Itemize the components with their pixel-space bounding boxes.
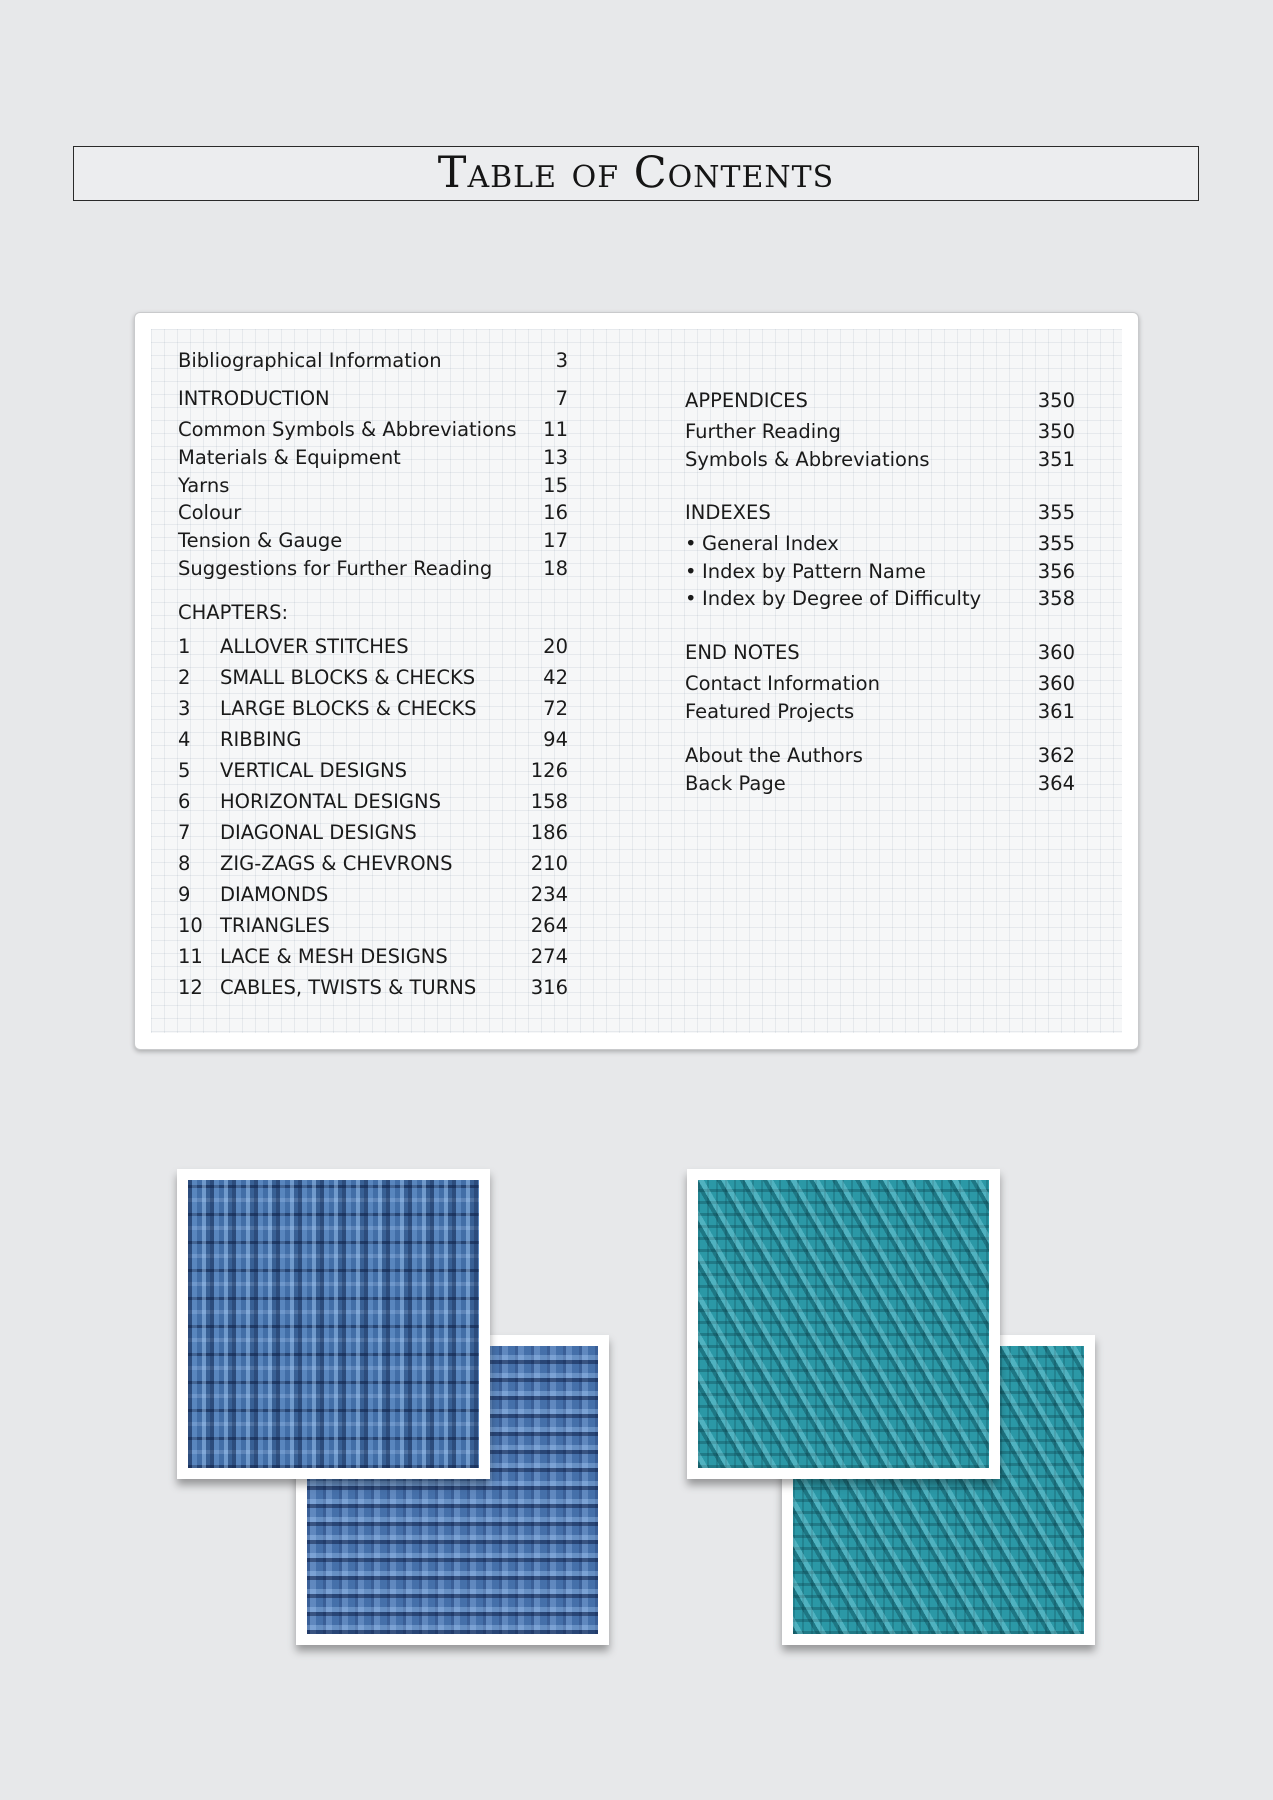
toc-entry-common-symbols[interactable]	[178, 417, 568, 443]
swatch-photo-teal-front	[687, 1169, 1000, 1479]
toc-entry-page: 351	[1037, 448, 1075, 471]
bullet-icon: •	[685, 560, 697, 583]
toc-entry-bibliographical[interactable]	[178, 348, 568, 374]
toc-entry-colour[interactable]	[178, 500, 568, 526]
chapter-number: 9	[178, 883, 191, 906]
toc-entry-page: 360	[1037, 641, 1075, 664]
toc-entry-label: About the Authors	[685, 744, 863, 767]
chapter-label: SMALL BLOCKS & CHECKS	[220, 666, 476, 689]
toc-entry-page: 13	[543, 446, 568, 469]
toc-chapter-entry[interactable]	[178, 975, 568, 1001]
toc-entry-materials[interactable]	[178, 445, 568, 471]
chapter-number: 3	[178, 697, 191, 720]
toc-entry-page: 16	[543, 501, 568, 524]
chapter-number: 2	[178, 666, 191, 689]
chapter-number: 1	[178, 635, 191, 658]
chapter-page: 210	[530, 852, 568, 875]
toc-entry-page: 17	[543, 529, 568, 552]
toc-entry-label: Suggestions for Further Reading	[178, 557, 493, 580]
index-label: Index by Degree of Difficulty	[702, 587, 982, 610]
toc-entry-yarns[interactable]	[178, 473, 568, 499]
chapter-page: 186	[530, 821, 568, 844]
bullet-icon: •	[685, 587, 697, 610]
chapter-number: 7	[178, 821, 191, 844]
toc-entry-label: Featured Projects	[685, 700, 855, 723]
chapter-label: HORIZONTAL DESIGNS	[220, 790, 441, 813]
chapter-page: 158	[530, 790, 568, 813]
toc-chapter-entry[interactable]	[178, 758, 568, 784]
chapter-label: VERTICAL DESIGNS	[220, 759, 408, 782]
chapter-page: 94	[543, 728, 568, 751]
index-page: 355	[1037, 532, 1075, 555]
toc-entry-page: 361	[1037, 700, 1075, 723]
toc-entry-label: Colour	[178, 501, 242, 524]
toc-chapter-entry[interactable]	[178, 696, 568, 722]
chapter-label: DIAGONAL DESIGNS	[220, 821, 417, 844]
toc-chapter-entry[interactable]	[178, 789, 568, 815]
chapter-number: 11	[178, 945, 203, 968]
knitted-swatch-image	[698, 1180, 989, 1468]
chapter-page: 234	[530, 883, 568, 906]
toc-entry-label: INTRODUCTION	[178, 387, 330, 410]
chapters-heading	[178, 600, 568, 626]
chapter-number: 10	[178, 914, 203, 937]
toc-entry-label: APPENDICES	[685, 389, 808, 412]
chapter-page: 316	[530, 976, 568, 999]
chapter-label: CABLES, TWISTS & TURNS	[220, 976, 477, 999]
chapter-page: 42	[543, 666, 568, 689]
chapter-label: DIAMONDS	[220, 883, 329, 906]
toc-index-entry[interactable]	[685, 586, 1075, 612]
chapter-page: 274	[530, 945, 568, 968]
toc-entry-further-reading[interactable]	[178, 556, 568, 582]
index-label: General Index	[702, 532, 839, 555]
index-label: Index by Pattern Name	[702, 560, 926, 583]
toc-entry-about-authors[interactable]	[685, 743, 1075, 769]
toc-chapter-entry[interactable]	[178, 882, 568, 908]
toc-entry-label: Bibliographical Information	[178, 349, 442, 372]
toc-entry-tension[interactable]	[178, 528, 568, 554]
toc-entry-label: Further Reading	[685, 420, 841, 443]
toc-entry-page: 11	[543, 418, 568, 441]
toc-entry-end-notes[interactable]	[685, 640, 1075, 666]
toc-entry-page: 7	[555, 387, 568, 410]
chapter-page: 72	[543, 697, 568, 720]
title-box	[73, 146, 1199, 201]
toc-chapter-entry[interactable]	[178, 727, 568, 753]
toc-entry-contact[interactable]	[685, 671, 1075, 697]
index-page: 356	[1037, 560, 1075, 583]
chapter-number: 12	[178, 976, 203, 999]
toc-entry-page: 360	[1037, 672, 1075, 695]
page-title: Table of Contents	[437, 148, 835, 198]
chapter-page: 264	[530, 914, 568, 937]
toc-entry-label: Tension & Gauge	[178, 529, 343, 552]
toc-entry-page: 364	[1037, 772, 1075, 795]
toc-entry-label: Symbols & Abbreviations	[685, 448, 930, 471]
chapters-heading-label: CHAPTERS:	[178, 601, 289, 624]
toc-entry-page: 15	[543, 474, 568, 497]
toc-chapter-entry[interactable]	[178, 665, 568, 691]
toc-entry-introduction[interactable]	[178, 386, 568, 412]
toc-entry-page: 350	[1037, 420, 1075, 443]
toc-chapter-entry[interactable]	[178, 634, 568, 660]
toc-entry-featured-projects[interactable]	[685, 699, 1075, 725]
toc-chapter-entry[interactable]	[178, 944, 568, 970]
toc-entry-page: 355	[1037, 501, 1075, 524]
chapter-label: ZIG-ZAGS & CHEVRONS	[220, 852, 453, 875]
toc-entry-label: Back Page	[685, 772, 786, 795]
chapter-label: LARGE BLOCKS & CHECKS	[220, 697, 477, 720]
chapter-number: 5	[178, 759, 191, 782]
toc-entry-symbols-abbreviations[interactable]	[685, 447, 1075, 473]
chapter-number: 8	[178, 852, 191, 875]
chapter-page: 20	[543, 635, 568, 658]
toc-chapter-entry[interactable]	[178, 851, 568, 877]
bullet-icon: •	[685, 532, 697, 555]
toc-entry-page: 362	[1037, 744, 1075, 767]
toc-entry-indexes[interactable]	[685, 500, 1075, 526]
toc-entry-label: INDEXES	[685, 501, 771, 524]
toc-entry-page: 18	[543, 557, 568, 580]
toc-entry-label: Materials & Equipment	[178, 446, 401, 469]
chapter-label: ALLOVER STITCHES	[220, 635, 409, 658]
chapter-number: 6	[178, 790, 191, 813]
chapter-label: LACE & MESH DESIGNS	[220, 945, 448, 968]
chapter-number: 4	[178, 728, 191, 751]
toc-entry-page: 350	[1037, 389, 1075, 412]
toc-entry-back-page[interactable]	[685, 771, 1075, 797]
toc-index-entry[interactable]	[685, 531, 1075, 557]
chapter-label: RIBBING	[220, 728, 302, 751]
toc-entry-label: Yarns	[178, 474, 230, 497]
knitted-swatch-image	[188, 1180, 479, 1468]
toc-entry-page: 3	[555, 349, 568, 372]
chapter-page: 126	[530, 759, 568, 782]
index-page: 358	[1037, 587, 1075, 610]
toc-entry-further-reading-appendix[interactable]	[685, 419, 1075, 445]
toc-chapter-entry[interactable]	[178, 820, 568, 846]
toc-entry-label: Contact Information	[685, 672, 880, 695]
toc-entry-label: END NOTES	[685, 641, 800, 664]
toc-chapter-entry[interactable]	[178, 913, 568, 939]
chapter-label: TRIANGLES	[220, 914, 330, 937]
swatch-photo-blue-front	[177, 1169, 490, 1479]
toc-entry-label: Common Symbols & Abbreviations	[178, 418, 517, 441]
toc-entry-appendices[interactable]	[685, 388, 1075, 414]
toc-index-entry[interactable]	[685, 559, 1075, 585]
